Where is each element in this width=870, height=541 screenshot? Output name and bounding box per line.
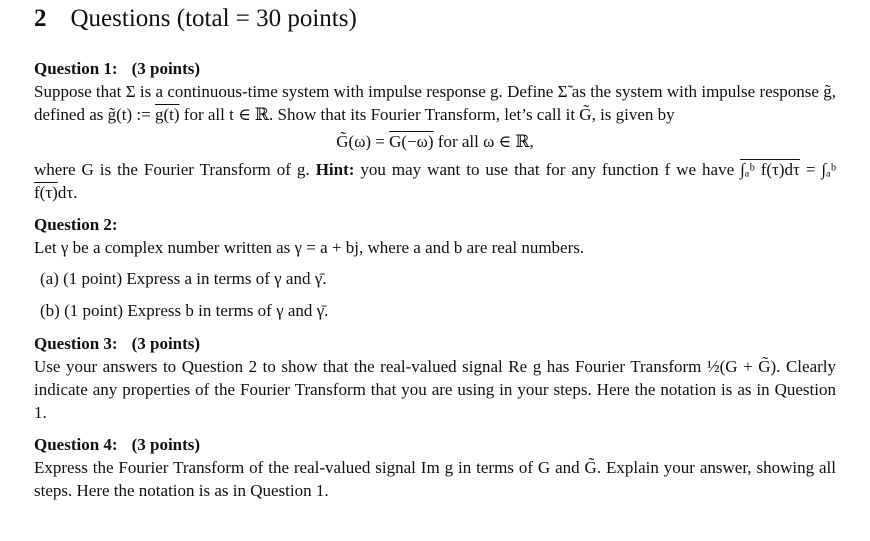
question-1-hint: where G is the Fourier Transform of g. Hint: you may want to use that for any function f we have ∫ₐᵇ f(τ)dτ = ∫ₐᵇ f(τ)dτ. xyxy=(34,160,837,202)
question-1-points: (3 points) xyxy=(131,59,201,78)
section-number: 2 xyxy=(34,5,47,32)
question-1-label: Question 1: xyxy=(34,59,118,78)
question-1-equation: G̃(ω) = G(−ω) for all ω ∈ ℝ, xyxy=(336,132,534,151)
question-3-label: Question 3: xyxy=(34,334,118,353)
question-4-heading xyxy=(34,434,836,456)
question-1-text: Suppose that Σ is a continuous-time system with impulse response g. Define Σ̃ as the system with impulse response g̃, defined as g̃(t) := g(t) for all t ∈ ℝ. Show that its Fourier Transform, let’s call it G̃, is given by xyxy=(34,82,836,124)
question-1 xyxy=(34,58,836,204)
question-1-heading xyxy=(34,58,836,80)
question-4-label: Question 4: xyxy=(34,435,118,454)
question-4-points: (3 points) xyxy=(131,435,201,454)
question-2-part-a: (a) (1 point) Express a in terms of γ and γ̄. xyxy=(40,269,327,288)
question-3-points: (3 points) xyxy=(131,334,201,353)
question-4 xyxy=(34,434,836,502)
question-2-text: Let γ be a complex number written as γ = a + bj, where a and b are real numbers. xyxy=(34,238,585,257)
question-3-heading xyxy=(34,333,836,355)
section-heading xyxy=(34,4,836,34)
question-2-parts xyxy=(40,263,836,327)
question-3 xyxy=(34,333,836,424)
question-4-text: Express the Fourier Transform of the real-valued signal Im g in terms of G and G̃. Explain your answer, showing all steps. Here the notation is as in Question 1. xyxy=(34,458,836,500)
question-2 xyxy=(34,214,836,327)
section-title: Questions (total = 30 points) xyxy=(70,5,357,32)
question-2-part-b: (b) (1 point) Express b in terms of γ and γ̄. xyxy=(40,301,329,320)
question-3-text: Use your answers to Question 2 to show that the real-valued signal Re g has Fourier Transform ½(G + G̃). Clearly indicate any properties of the Fourier Transform that you are using in your steps. Here the notation is as in Question 1. xyxy=(34,357,836,422)
question-2-heading: Question 2: xyxy=(34,215,118,234)
